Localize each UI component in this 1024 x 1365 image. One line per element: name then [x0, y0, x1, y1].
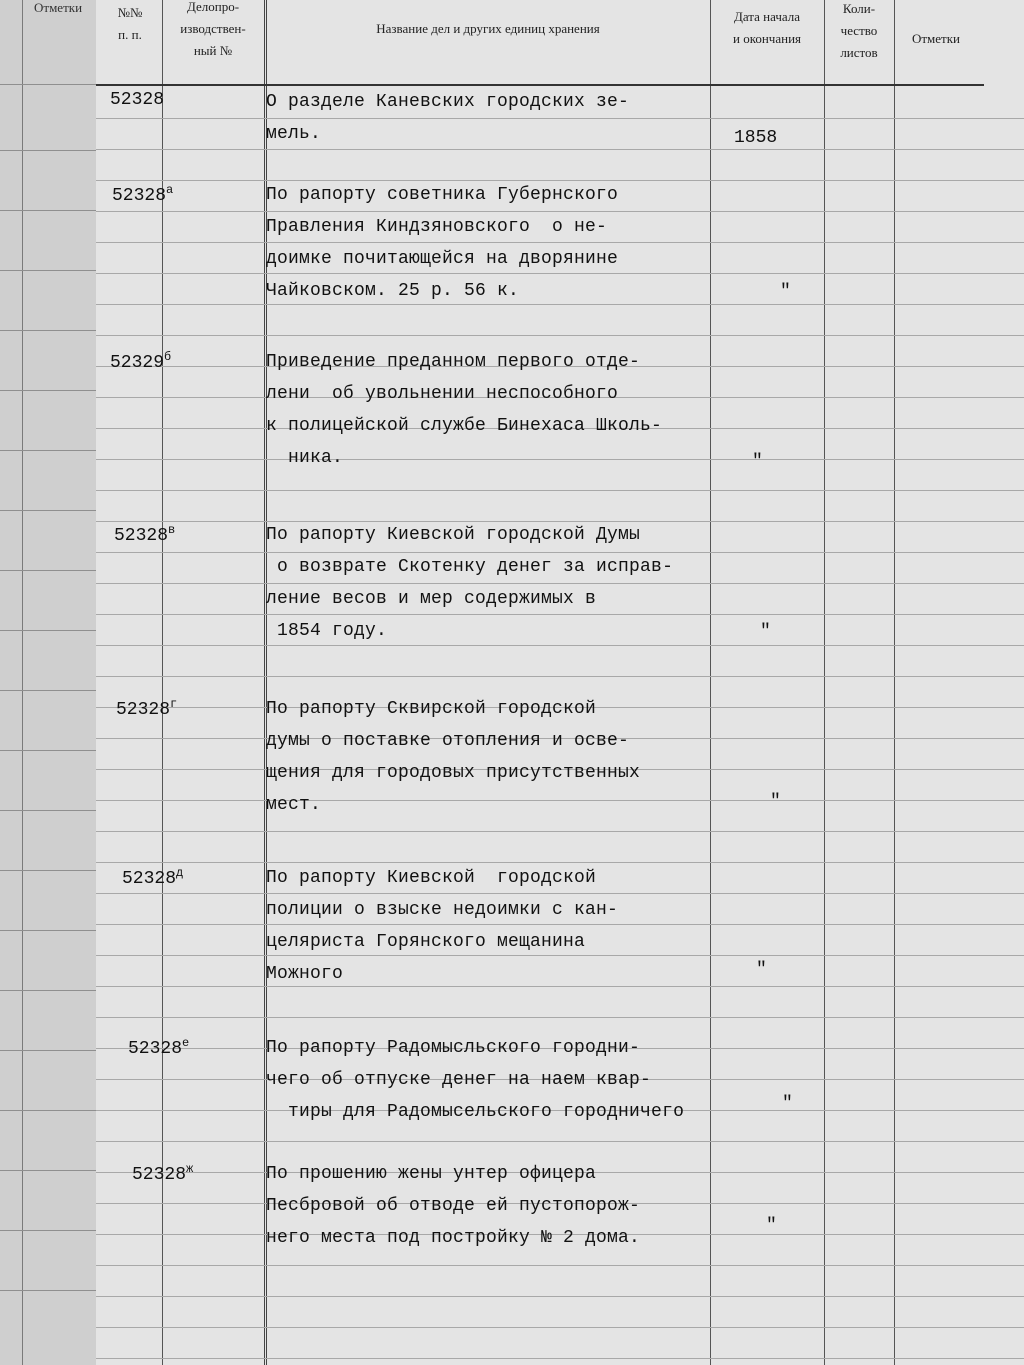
header-dates: Дата начала и окончания — [732, 9, 802, 47]
entry-number-value: 52328 — [132, 1165, 187, 1185]
entry-number — [110, 90, 164, 110]
divider — [0, 1170, 100, 1171]
entry-number-suffix: е — [182, 1036, 190, 1050]
header-notes: Отметки — [911, 31, 961, 46]
previous-page-header: Отметки — [34, 0, 83, 15]
entry-number-suffix: б — [164, 350, 172, 364]
entry-date-ditto: " — [782, 1094, 793, 1114]
entry-date-ditto: " — [766, 1216, 777, 1236]
entry-title: По рапорту Сквирской городской думы о поставке отопления и осве- щения для городовых присутственных мест. — [266, 699, 641, 815]
entry-number — [114, 523, 175, 546]
header-sheet-count: Коли- чество листов — [840, 1, 878, 61]
divider — [0, 690, 100, 691]
entry-number — [116, 697, 177, 720]
entry-date-ditto: " — [780, 282, 791, 302]
header-title: Название дел и других единиц хранения — [376, 21, 600, 36]
divider — [0, 210, 100, 211]
previous-page-strip — [0, 0, 102, 1365]
entry-number-value: 52328 — [112, 186, 167, 206]
entry-title: По рапорту Радомысльского городни- чего об отпуске денег на наем квар- тиры для Радомысельского городничего — [266, 1038, 685, 1122]
ruled-line — [96, 1296, 1024, 1297]
entry-date-ditto: " — [752, 452, 763, 472]
column-separator — [710, 0, 711, 1365]
ruled-line — [96, 1265, 1024, 1266]
divider — [0, 1230, 100, 1231]
entry-number-suffix: г — [170, 697, 178, 711]
divider — [0, 510, 100, 511]
entry-title: По прошению жены унтер офицера Песбровой об отводе ей пустопорож- него места под постройку № 2 дома. — [266, 1164, 641, 1248]
entry-number-value: 52329 — [110, 353, 165, 373]
entry-title: Приведение преданном первого отде- лени об увольнении неспособного к полицейской службе Бинехаса Школь- ника. — [266, 352, 663, 468]
ruled-line — [96, 676, 1024, 677]
ruled-line — [96, 1141, 1024, 1142]
divider — [0, 390, 100, 391]
previous-page-margin-line — [22, 0, 23, 1365]
entry-date-ditto: " — [756, 960, 767, 980]
header-row-number: №№ п. п. — [117, 5, 143, 43]
entry-title: По рапорту Киевской городской полиции о взыске недоимки с кан- целяриста Горянского мещанина Можного — [266, 868, 619, 984]
entry-number-value: 52328 — [122, 869, 177, 889]
entry-date: 1858 — [734, 128, 778, 148]
entry-date-ditto: " — [770, 792, 781, 812]
ruled-line — [96, 1358, 1024, 1359]
divider — [0, 1290, 100, 1291]
entry-number-value: 52328 — [116, 700, 171, 720]
ruled-line — [96, 1017, 1024, 1018]
entry-number-value: 52328 — [114, 526, 169, 546]
divider — [0, 450, 100, 451]
divider — [0, 330, 100, 331]
divider — [0, 84, 100, 85]
column-separator — [824, 0, 825, 1365]
divider — [0, 630, 100, 631]
ruled-line — [96, 831, 1024, 832]
entry-number-value: 52328 — [110, 90, 165, 110]
ruled-line — [96, 490, 1024, 491]
entry-title: О разделе Каневских городских зе- мель. — [266, 92, 630, 144]
entry-title: По рапорту советника Губернского Правления Киндзяновского о не- доимке почитающейся на дворянине Чайковском. 25 р. 56 к. — [266, 185, 619, 301]
entry-number-suffix: ж — [186, 1162, 194, 1176]
entry-title: По рапорту Киевской городской Думы о возврате Скотенку денег за исправ- ление весов и мер содержимых в 1854 году. — [266, 525, 674, 641]
entry-number — [128, 1036, 189, 1059]
entry-number — [122, 866, 183, 889]
divider — [0, 150, 100, 151]
divider — [0, 570, 100, 571]
divider — [0, 870, 100, 871]
entry-number-suffix: д — [176, 866, 184, 880]
divider — [0, 810, 100, 811]
entry-number-value: 52328 — [128, 1039, 183, 1059]
entry-number — [110, 350, 171, 373]
ruled-line — [96, 335, 1024, 336]
divider — [0, 1050, 100, 1051]
column-separator — [894, 0, 895, 1365]
divider — [0, 1110, 100, 1111]
divider — [0, 930, 100, 931]
entry-number — [132, 1162, 193, 1185]
inventory-sheet — [96, 0, 1024, 1365]
divider — [0, 750, 100, 751]
entry-number-suffix: в — [168, 523, 176, 537]
entry-number-suffix: а — [166, 183, 174, 197]
entry-date-ditto: " — [760, 622, 771, 642]
divider — [0, 270, 100, 271]
entry-number — [112, 183, 173, 206]
ruled-line — [96, 1327, 1024, 1328]
divider — [0, 990, 100, 991]
header-office-number: Делопро- изводствен- ный № — [180, 0, 246, 59]
